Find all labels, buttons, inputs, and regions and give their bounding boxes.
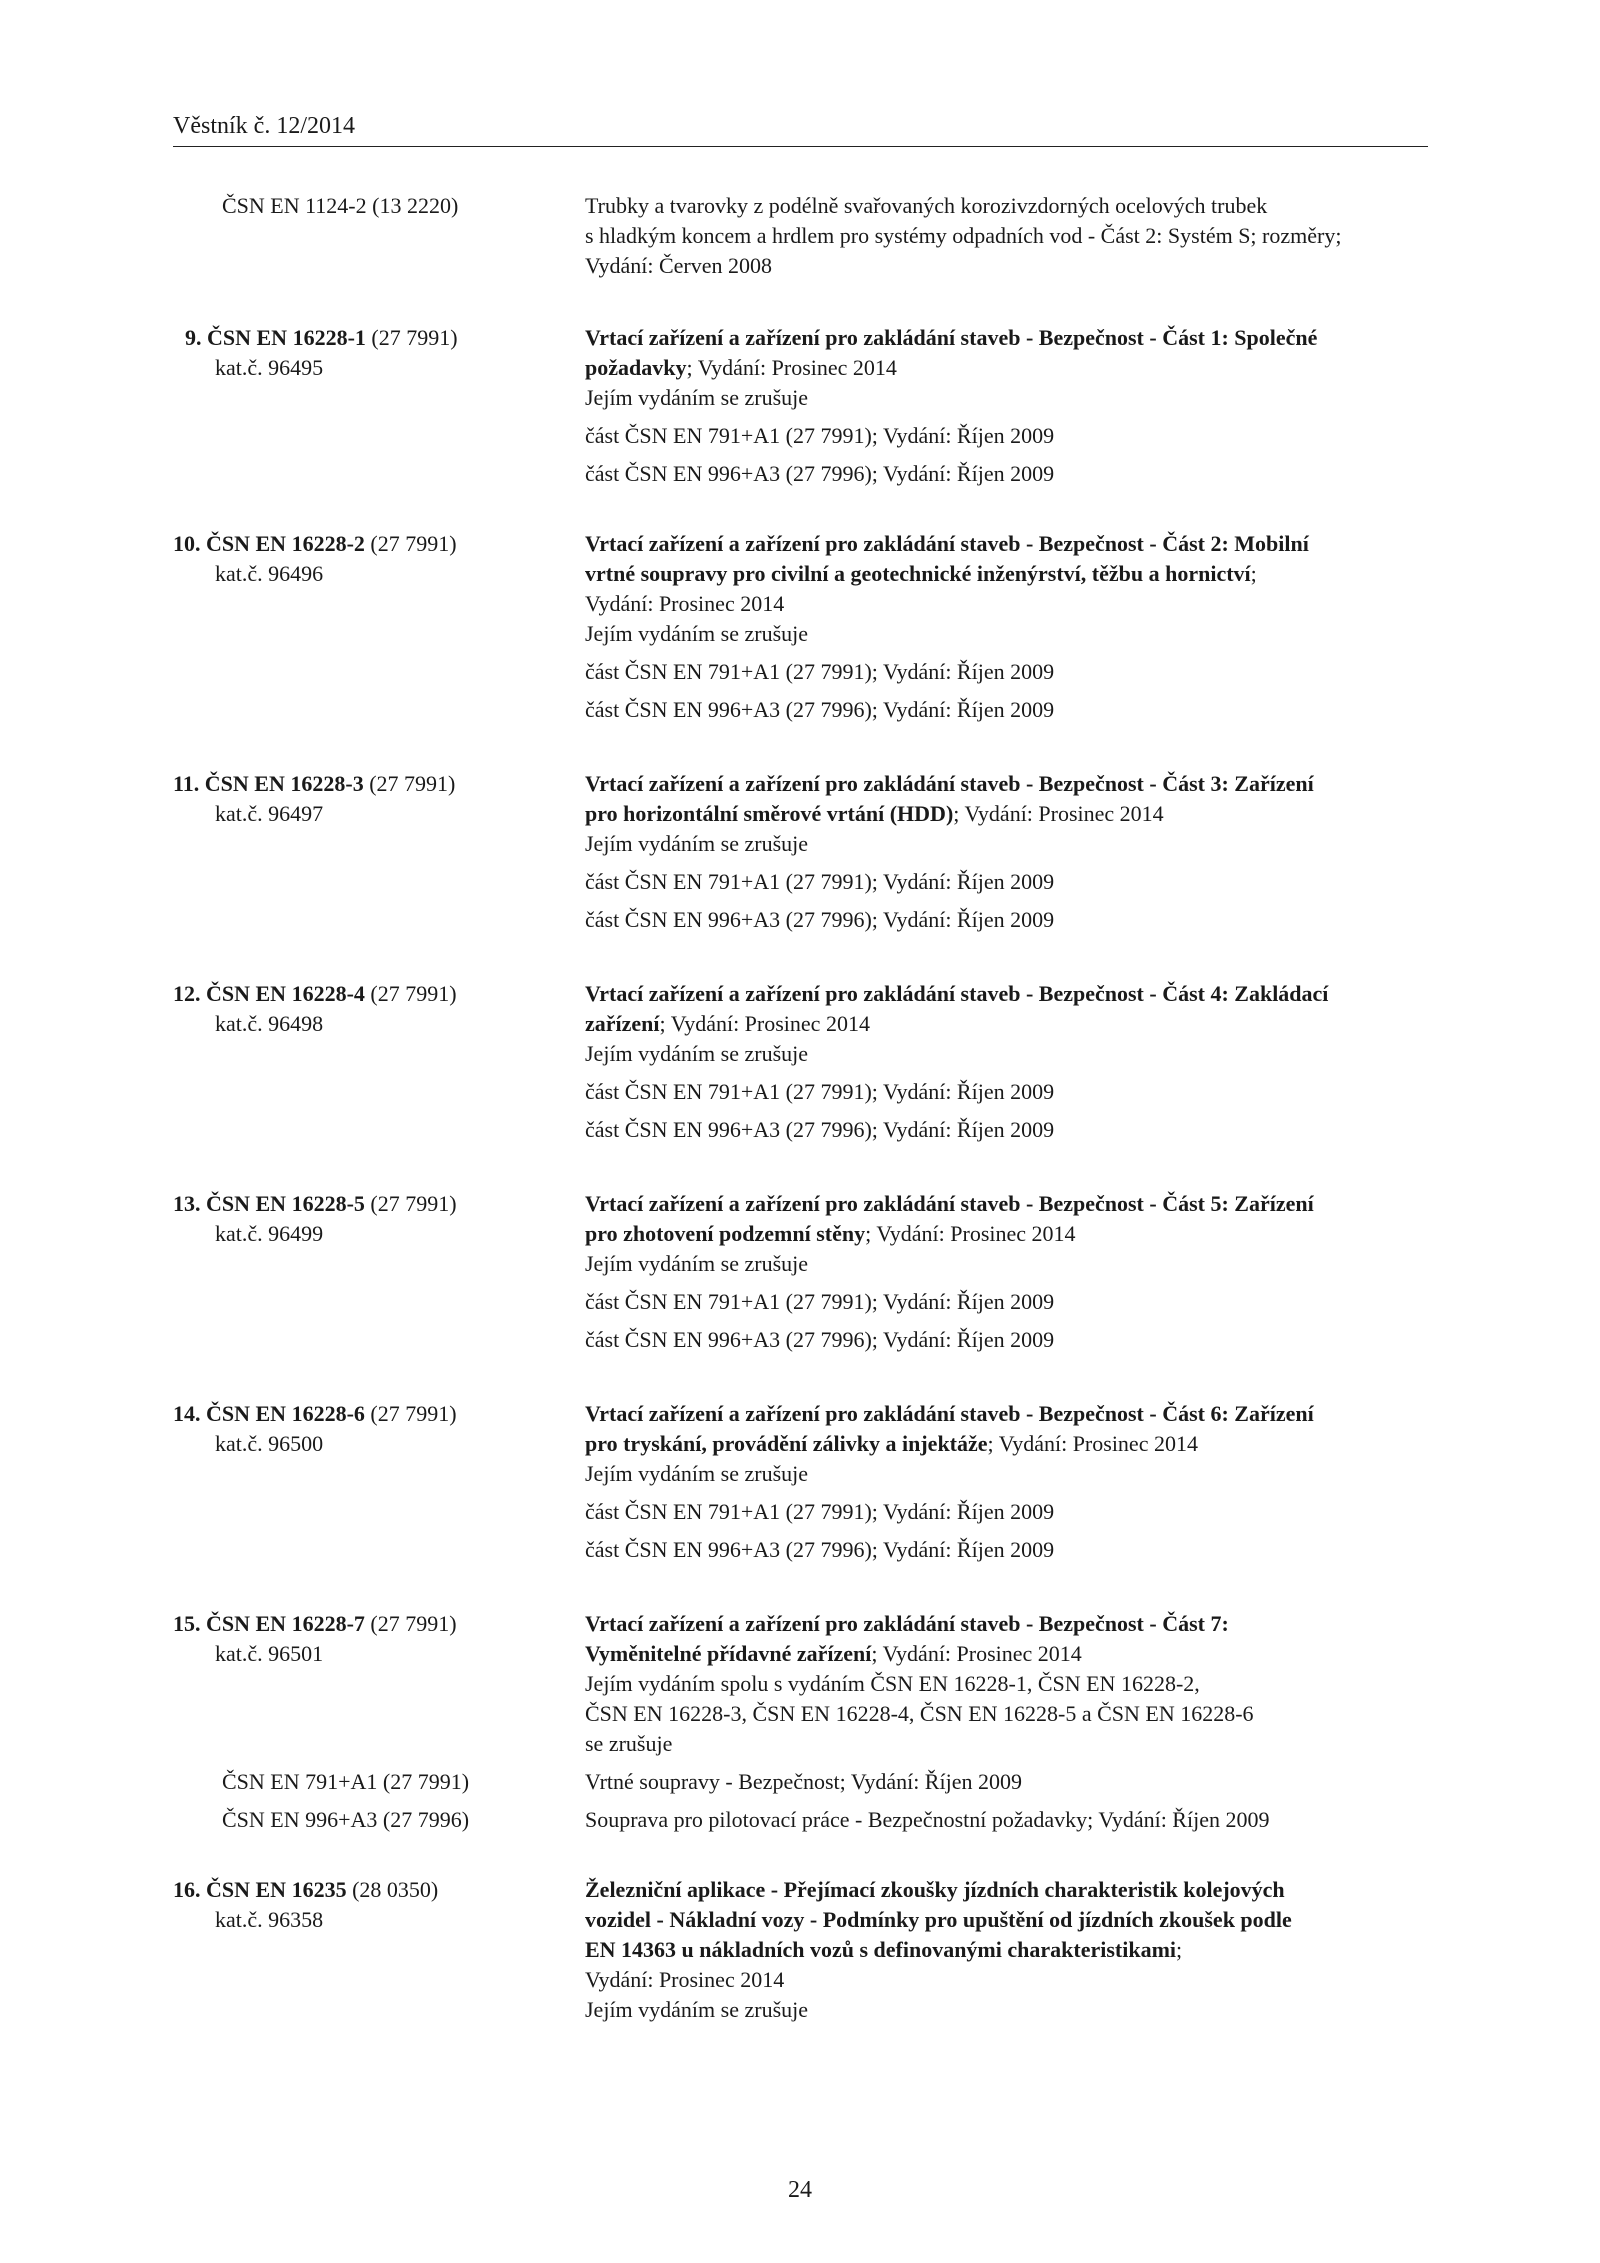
cancelled-part: část ČSN EN 791+A1 (27 7991); Vydání: Říjen 2009 (585, 659, 1055, 684)
cancelled-part: část ČSN EN 996+A3 (27 7996); Vydání: Říjen 2009 (585, 907, 1055, 932)
standard-description: Trubky a tvarovky z podélně svařovaných korozivzdorných ocelových trubek s hladkým koncem a hrdlem pro systémy odpadních vod - Část 2: Systém S; rozměry; Vydání: Červen 2008 (585, 193, 1342, 278)
standard-code: 14. ČSN EN 16228-6 (27 7991) kat.č. 96500 (0, 1399, 585, 1565)
list-item (0, 529, 1600, 725)
standard-code: ČSN EN 996+A3 (27 7996) (222, 1807, 470, 1832)
cancels-note: Jejím vydáním se zrušuje (585, 831, 809, 856)
standard-description: Souprava pro pilotovací práce - Bezpečnostní požadavky; Vydání: Říjen 2009 (585, 1807, 1270, 1832)
cancelled-part: část ČSN EN 996+A3 (27 7996); Vydání: Říjen 2009 (585, 1537, 1055, 1562)
cancelled-part: část ČSN EN 996+A3 (27 7996); Vydání: Říjen 2009 (585, 1117, 1055, 1142)
cancelled-part: část ČSN EN 791+A1 (27 7991); Vydání: Říjen 2009 (585, 1289, 1055, 1314)
standard-code: 10. ČSN EN 16228-2 (27 7991) kat.č. 96496 (0, 529, 585, 725)
standard-code: 9. ČSN EN 16228-1 (27 7991) kat.č. 96495 (0, 323, 585, 489)
standard-code: 12. ČSN EN 16228-4 (27 7991) kat.č. 96498 (0, 979, 585, 1145)
catalog-number: kat.č. 96496 (215, 561, 324, 586)
catalog-number: kat.č. 96498 (215, 1011, 324, 1036)
journal-title: Věstník č. 12/2014 (173, 113, 355, 139)
catalog-number: kat.č. 96499 (215, 1221, 324, 1246)
catalog-number: kat.č. 96497 (215, 801, 324, 826)
list-item (0, 1875, 1600, 2025)
cancelled-part: část ČSN EN 791+A1 (27 7991); Vydání: Říjen 2009 (585, 423, 1055, 448)
standard-code: ČSN EN 1124-2 (13 2220) (222, 193, 459, 218)
list-item (0, 1399, 1600, 1565)
cancelled-part: část ČSN EN 791+A1 (27 7991); Vydání: Říjen 2009 (585, 869, 1055, 894)
standard-description: Vrtací zařízení a zařízení pro zakládání staveb - Bezpečnost - Část 7: Vyměnitelné přídavné zařízení; Vydání: Prosinec 2014 Jejím vydáním spolu s vydáním ČSN EN 16228-1, ČSN EN 16228-2, ČSN EN 16228-3, ČSN EN 16228-4, ČSN EN 16228-5 a ČSN EN 16228-6 se zrušuje (585, 1609, 1405, 1759)
catalog-number: kat.č. 96495 (215, 355, 324, 380)
standard-description: Vrtné soupravy - Bezpečnost; Vydání: Říjen 2009 (585, 1769, 1022, 1794)
list-item (0, 769, 1600, 935)
page-header (173, 110, 1428, 142)
list-item (0, 191, 1600, 281)
standard-description: Vrtací zařízení a zařízení pro zakládání staveb - Bezpečnost - Část 3: Zařízení pro horizontální směrové vrtání (HDD); Vydání: Prosinec 2014 Jejím vydáním se zrušuje část ČSN EN 791+A1 (27 7991); Vydání: Říjen 2009 část ČSN EN 996+A3 (27 7996); Vydání: Říjen 2009 (585, 769, 1405, 935)
cancels-note: Jejím vydáním spolu s vydáním ČSN EN 16228-1, ČSN EN 16228-2, (585, 1671, 1200, 1696)
cancels-note: Jejím vydáním se zrušuje (585, 1041, 809, 1066)
header-rule (173, 146, 1428, 147)
list-item (0, 1609, 1600, 1835)
cancels-note: Jejím vydáním se zrušuje (585, 1461, 809, 1486)
replaced-standard-row (0, 1767, 1600, 1797)
standards-list (0, 191, 1600, 2025)
page-number: 24 (788, 2177, 812, 2203)
standard-code: 15. ČSN EN 16228-7 (27 7991) kat.č. 96501 (0, 1609, 585, 1759)
cancelled-part: část ČSN EN 996+A3 (27 7996); Vydání: Říjen 2009 (585, 461, 1055, 486)
standard-description: Vrtací zařízení a zařízení pro zakládání staveb - Bezpečnost - Část 5: Zařízení pro zhotovení podzemní stěny; Vydání: Prosinec 2014 Jejím vydáním se zrušuje část ČSN EN 791+A1 (27 7991); Vydání: Říjen 2009 část ČSN EN 996+A3 (27 7996); Vydání: Říjen 2009 (585, 1189, 1405, 1355)
cancelled-part: část ČSN EN 791+A1 (27 7991); Vydání: Říjen 2009 (585, 1079, 1055, 1104)
list-item (0, 979, 1600, 1145)
cancelled-part: část ČSN EN 996+A3 (27 7996); Vydání: Říjen 2009 (585, 1327, 1055, 1352)
cancels-note: Jejím vydáním se zrušuje (585, 621, 809, 646)
catalog-number: kat.č. 96358 (215, 1907, 324, 1932)
cancelled-part: část ČSN EN 996+A3 (27 7996); Vydání: Říjen 2009 (585, 697, 1055, 722)
standard-description: Vrtací zařízení a zařízení pro zakládání staveb - Bezpečnost - Část 1: Společné požadavky; Vydání: Prosinec 2014 Jejím vydáním se zrušuje část ČSN EN 791+A1 (27 7991); Vydání: Říjen 2009 část ČSN EN 996+A3 (27 7996); Vydání: Říjen 2009 (585, 323, 1405, 489)
cancels-note: Jejím vydáním se zrušuje (585, 385, 809, 410)
catalog-number: kat.č. 96501 (215, 1641, 324, 1666)
standard-code: ČSN EN 791+A1 (27 7991) (222, 1769, 470, 1794)
standard-description: Vrtací zařízení a zařízení pro zakládání staveb - Bezpečnost - Část 4: Zakládací zařízení; Vydání: Prosinec 2014 Jejím vydáním se zrušuje část ČSN EN 791+A1 (27 7991); Vydání: Říjen 2009 část ČSN EN 996+A3 (27 7996); Vydání: Říjen 2009 (585, 979, 1405, 1145)
list-item (0, 323, 1600, 489)
list-item (0, 1189, 1600, 1355)
cancels-note: Jejím vydáním se zrušuje (585, 1997, 809, 2022)
standard-description: Vrtací zařízení a zařízení pro zakládání staveb - Bezpečnost - Část 2: Mobilní vrtné soupravy pro civilní a geotechnické inženýrství, těžbu a hornictví; Vydání: Prosinec 2014 Jejím vydáním se zrušuje část ČSN EN 791+A1 (27 7991); Vydání: Říjen 2009 část ČSN EN 996+A3 (27 7996); Vydání: Říjen 2009 (585, 529, 1405, 725)
replaced-standard-row (0, 1805, 1600, 1835)
standard-description: Železniční aplikace - Přejímací zkoušky jízdních charakteristik kolejových vozidel - Nákladní vozy - Podmínky pro upuštění od jízdních zkoušek podle EN 14363 u nákladních vozů s definovanými charakteristikami; Vydání: Prosinec 2014 Jejím vydáním se zrušuje (585, 1875, 1405, 2025)
standard-code: 11. ČSN EN 16228-3 (27 7991) kat.č. 96497 (0, 769, 585, 935)
cancels-note: Jejím vydáním se zrušuje (585, 1251, 809, 1276)
standard-code: 13. ČSN EN 16228-5 (27 7991) kat.č. 96499 (0, 1189, 585, 1355)
standard-code: 16. ČSN EN 16235 (28 0350) kat.č. 96358 (0, 1875, 585, 2025)
cancelled-part: část ČSN EN 791+A1 (27 7991); Vydání: Říjen 2009 (585, 1499, 1055, 1524)
standard-description: Vrtací zařízení a zařízení pro zakládání staveb - Bezpečnost - Část 6: Zařízení pro tryskání, provádění zálivky a injektáže; Vydání: Prosinec 2014 Jejím vydáním se zrušuje část ČSN EN 791+A1 (27 7991); Vydání: Říjen 2009 část ČSN EN 996+A3 (27 7996); Vydání: Říjen 2009 (585, 1399, 1405, 1565)
catalog-number: kat.č. 96500 (215, 1431, 324, 1456)
